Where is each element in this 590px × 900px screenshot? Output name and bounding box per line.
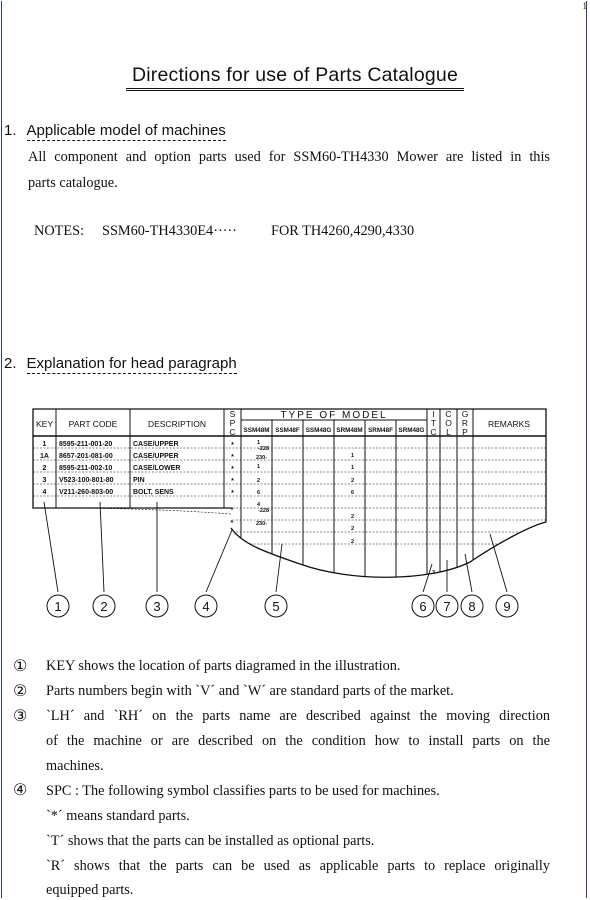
row3-part-code: 8595-211-002-10: [59, 465, 113, 472]
row2-part-code: 8657-201-081-00: [59, 453, 113, 460]
callout-6: 6: [419, 599, 427, 614]
row1-spc: *: [231, 442, 234, 449]
row4-qty-a: 2: [257, 478, 261, 484]
row5-part-code: V211-260-803-00: [59, 489, 114, 496]
callout-4: 4: [202, 599, 210, 614]
item4-line4: `R´ shows that the parts can be used as applicable parts to replace originally: [46, 858, 550, 874]
header-col-1: C: [445, 409, 452, 419]
item1-line1: KEY shows the location of parts diagramed in the illustration.: [46, 658, 401, 674]
callout-7: 7: [443, 599, 451, 614]
header-itc-2: T: [430, 418, 437, 428]
row2-spc: *: [231, 454, 234, 461]
frag-spc-2: *: [230, 520, 234, 527]
row2-qty-b: 1: [351, 453, 355, 459]
header-description: DESCRIPTION: [147, 419, 207, 429]
frag-qty-3: 230-: [256, 521, 268, 527]
header-part-code: PART CODE: [68, 419, 118, 429]
header-col-2: O: [445, 418, 452, 428]
frag-qty-5: 2: [351, 526, 355, 532]
row1-description: CASE/UPPER: [133, 441, 179, 448]
row1-part-code: 8595-211-001-20: [59, 441, 113, 448]
frag-qty-2: -228: [258, 508, 270, 514]
frag-qty-7: 3: [432, 570, 436, 576]
section1-line2: parts catalogue.: [28, 175, 118, 191]
item3-marker: ③: [13, 706, 28, 725]
callout-9: 9: [503, 599, 511, 614]
row4-part-code: V523-100-801-80: [59, 477, 114, 484]
section1-line1: All component and option parts used for SSM60-TH4330 Mower are listed in this: [28, 149, 550, 165]
header-grp-3: P: [462, 427, 468, 437]
header-key: KEY: [35, 419, 54, 429]
header-remarks: REMARKS: [487, 419, 531, 429]
model-ssm48g: SSM48G: [305, 427, 332, 434]
row2-qty-a: 230-: [256, 455, 268, 461]
row1-key: 1: [42, 441, 47, 448]
section1-heading: [4, 122, 226, 141]
callout-1: 1: [54, 599, 62, 614]
header-col-3: L: [446, 427, 451, 437]
notes-for: FOR TH4260,4290,4330: [271, 223, 415, 239]
row5-key: 4: [42, 489, 47, 496]
section1-heading-text: Applicable model of machines: [26, 122, 226, 139]
row3-key: 2: [42, 465, 47, 472]
callout-2: 2: [100, 599, 108, 614]
row5-qty-b: 6: [351, 490, 355, 496]
section2-heading-text: Explanation for head paragraph: [26, 355, 237, 372]
row4-qty-b: 2: [351, 478, 355, 484]
item2-marker: ②: [13, 681, 28, 700]
parts-table-diagram: [0, 404, 590, 644]
row4-description: PIN: [133, 477, 145, 484]
model-srm48g: SRM48G: [398, 427, 425, 434]
row3-description: CASE/LOWER: [133, 465, 181, 472]
section2-heading: [4, 355, 237, 374]
row5-description: BOLT, SENS: [133, 489, 174, 496]
row4-key: 3: [42, 477, 47, 484]
header-spc-2: P: [229, 418, 236, 428]
header-itc-3: C: [430, 427, 437, 437]
header-type-of-model: TYPE OF MODEL: [280, 410, 388, 421]
item3-line1: `LH´ and `RH´ on the parts name are described against the moving direction: [46, 708, 550, 724]
row1-qty-b: -228: [258, 446, 270, 452]
header-itc-1: I: [432, 409, 435, 419]
row5-spc: *: [231, 490, 234, 497]
item3-line2: of the machine or are described on the condition how to install parts on the: [46, 733, 550, 749]
notes-model: SSM60-TH4330E4·····: [102, 223, 238, 239]
row5-qty-a: 6: [257, 490, 261, 496]
row3-qty-a: 1: [257, 464, 261, 470]
item4-line5: equipped parts.: [46, 882, 134, 898]
section2-number: 2.: [4, 355, 17, 372]
frag-qty-4: 2: [351, 514, 355, 520]
item4-line1: SPC : The following symbol classifies parts to be used for machines.: [46, 783, 440, 799]
header-spc-1: S: [229, 409, 236, 419]
page-number: 1: [582, 1, 587, 11]
item3-line3: machines.: [46, 758, 104, 774]
item4-marker: ④: [13, 780, 28, 799]
callout-3: 3: [153, 599, 161, 614]
page-title: [0, 64, 590, 91]
callout-5: 5: [272, 599, 280, 614]
notes-label: NOTES:: [34, 223, 85, 239]
header-grp-2: R: [461, 418, 469, 428]
callout-8: 8: [468, 599, 476, 614]
section1-number: 1.: [4, 122, 17, 139]
row2-description: CASE/UPPER: [133, 453, 179, 460]
row1-qty-a: 1: [257, 440, 261, 446]
row4-spc: *: [231, 478, 234, 485]
model-ssm48m: SSM48M: [243, 427, 270, 434]
page-title-text: Directions for use of Parts Catalogue: [126, 64, 464, 91]
item4-line2: `*´ means standard parts.: [46, 808, 190, 824]
item2-line1: Parts numbers begin with `V´ and `W´ are standard parts of the market.: [46, 683, 454, 699]
item4-line3: `T´ shows that the parts can be installed as optional parts.: [46, 833, 375, 849]
header-spc-3: C: [229, 427, 236, 437]
model-srm48m: SRM48M: [336, 427, 363, 434]
row2-key: 1A: [40, 453, 49, 460]
header-grp-1: G: [461, 409, 469, 419]
frag-qty-1: 4: [257, 502, 261, 508]
item1-marker: ①: [13, 656, 28, 675]
row3-qty-b: 1: [351, 465, 355, 471]
model-ssm48f: SSM48F: [275, 427, 300, 434]
row3-spc: *: [231, 466, 234, 473]
frag-qty-6: 2: [351, 539, 355, 545]
model-srm48f: SRM48F: [368, 427, 393, 434]
frag-spc-1: *: [230, 507, 234, 514]
